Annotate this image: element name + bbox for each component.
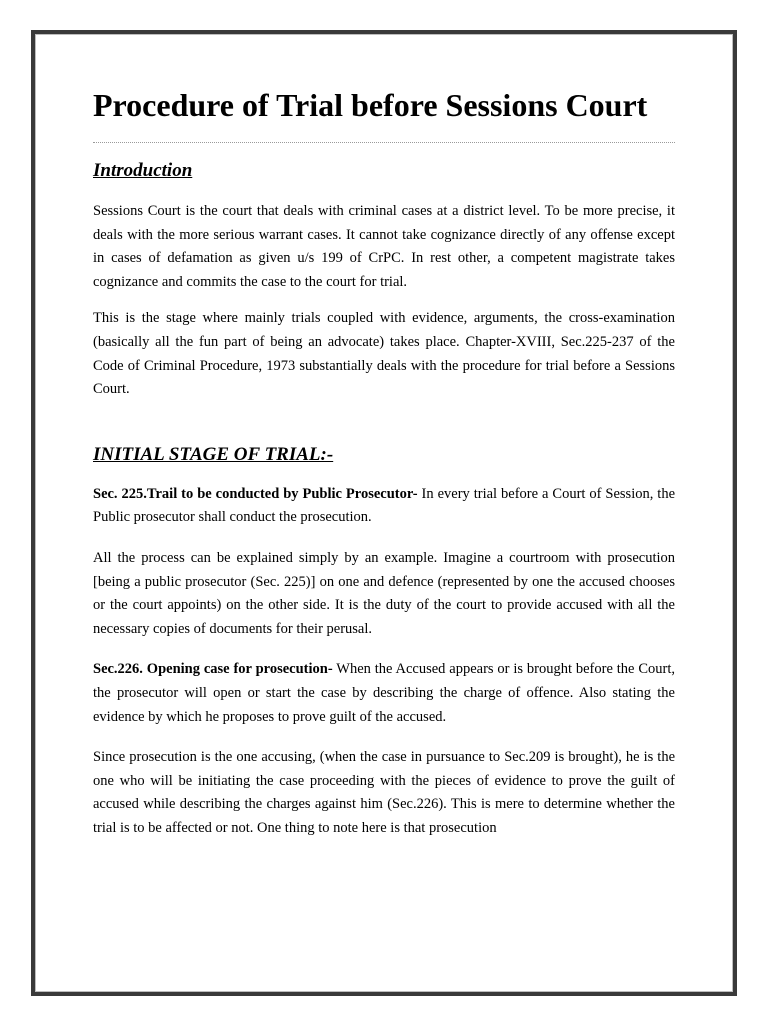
intro-paragraph: Sessions Court is the court that deals with criminal cases at a district level. To be more precise, it deals with the more serious warrant cases. It cannot take cognizance directly of any offense except in cases of defamation as given u/s 199 of CrPC. In rest other, a competent magistrate takes cognizance and commits the case to the court for trial. <box>93 203 675 290</box>
prosecution-paragraph: Since prosecution is the one accusing, (when the case in pursuance to Sec.209 is brought), he is the one who will be initiating the case proceeding with the pieces of evidence to prove the guilt of accused while describing the charges against him (Sec.226). This is mere to determine whether the trial is to be affected or not. One thing to note here is that prosecution <box>93 749 675 836</box>
initial-stage-heading: INITIAL STAGE OF TRIAL:- <box>93 443 334 465</box>
intro-paragraph: This is the stage where mainly trials coupled with evidence, arguments, the cross-examination (basically all the fun part of being an advocate) takes place. Chapter-XVIII, Sec.225-237 of the Code of Criminal Procedure, 1973 substantially deals with the procedure for trial before a Sessions Court. <box>93 310 675 398</box>
sec225-lead: Sec. 225.Trail to be conducted by Public Prosecutor- <box>93 485 418 502</box>
document-body <box>93 86 675 840</box>
title-divider <box>93 142 675 143</box>
sec225-text: In every trial before a Court of Session, the Public prosecutor shall conduct the prosecution. <box>93 485 676 526</box>
document-title: Procedure of Trial before Sessions Court <box>93 87 648 123</box>
sec225-paragraph <box>93 483 675 530</box>
sec226-text: When the Accused appears or is brought before the Court, the prosecutor will open or start the case by describing the charge of offence. Also stating the evidence by which he proposes to prove guilt of the accused. <box>93 661 675 725</box>
example-paragraph: All the process can be explained simply by an example. Imagine a courtroom with prosecution [being a public prosecutor (Sec. 225)] on one and defence (represented by one the accused chooses or the court appoints) on the other side. It is the duty of the court to provide accused with all the necessary copies of documents for their perusal. <box>93 549 675 637</box>
introduction-heading: Introduction <box>93 160 193 181</box>
sec226-paragraph <box>93 658 675 729</box>
sec226-lead: Sec.226. Opening case for prosecution- <box>93 661 333 678</box>
